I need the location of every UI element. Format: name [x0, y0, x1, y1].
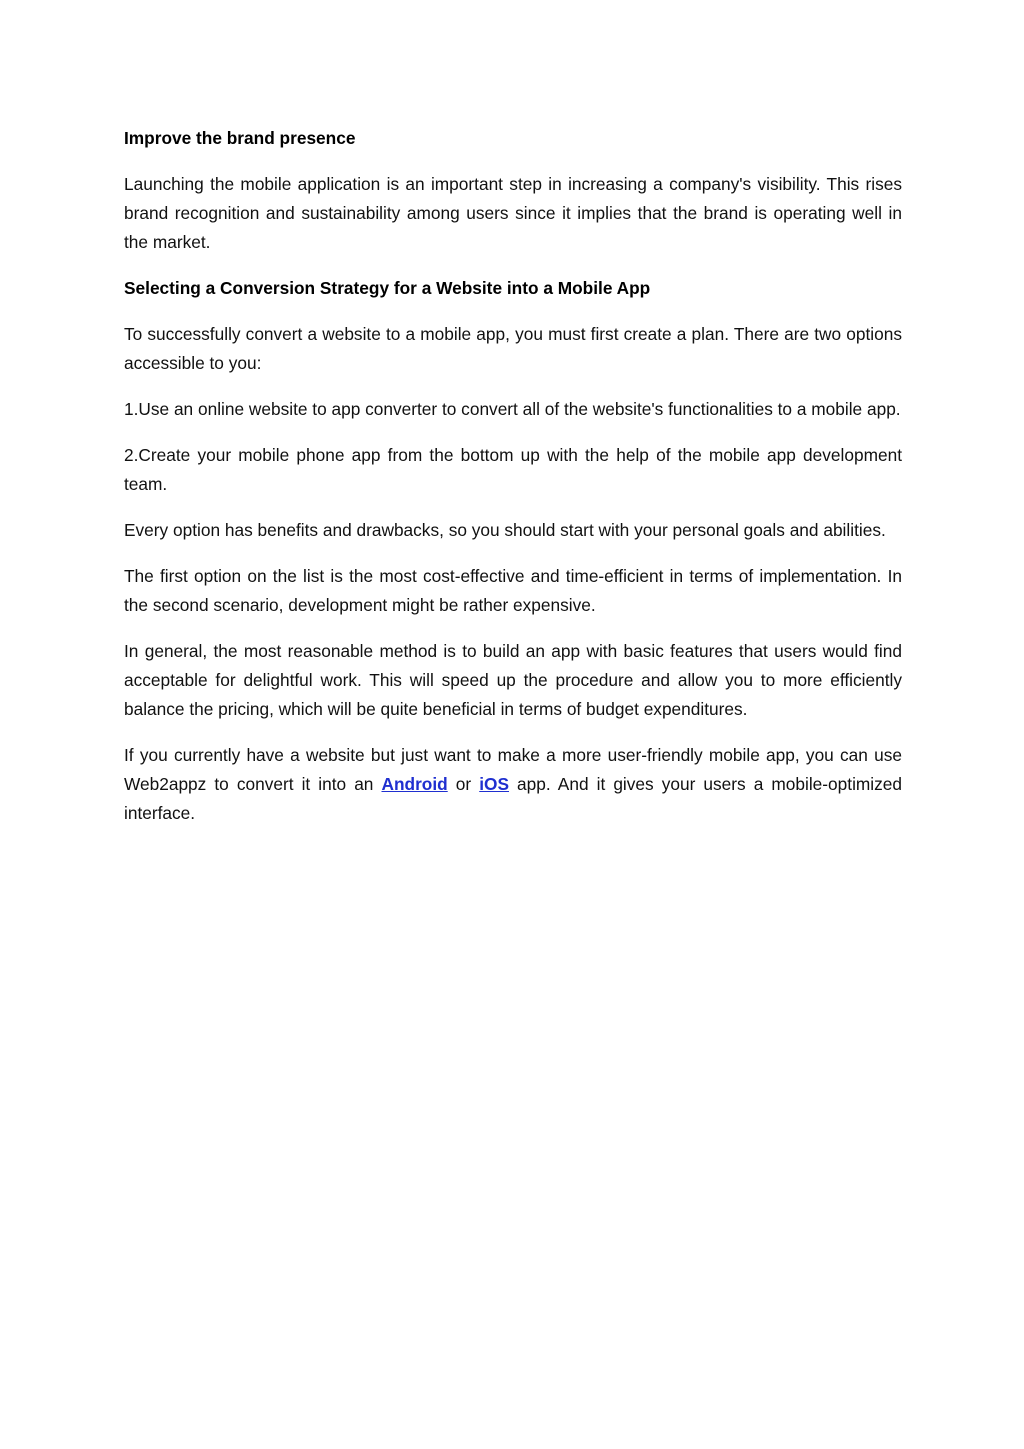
document-body — [124, 124, 902, 845]
heading-brand-presence: Improve the brand presence — [124, 128, 356, 148]
heading-conversion-strategy: Selecting a Conversion Strategy for a Website into a Mobile App — [124, 278, 651, 298]
paragraph-final — [124, 741, 902, 828]
paragraph-intro: To successfully convert a website to a mobile app, you must first create a plan. There are two options accessible to you: — [124, 324, 902, 373]
final-text-before: If you currently have a website but just want to make a more user-friendly mobile app, you can use Web2appz to convert it into an — [124, 745, 902, 794]
paragraph-benefits: Every option has benefits and drawbacks, so you should start with your personal goals and abilities. — [124, 520, 886, 540]
ios-link[interactable]: iOS — [479, 774, 509, 794]
final-text-after: app. And it gives your users a mobile-optimized interface. — [124, 774, 903, 823]
paragraph-option-1: 1.Use an online website to app converter to convert all of the website's functionalities to a mobile app. — [124, 399, 901, 419]
paragraph-general: In general, the most reasonable method is to build an app with basic features that users would find acceptable for delightful work. This will speed up the procedure and allow you to more efficiently balance the pricing, which will be quite beneficial in terms of budget expenditures. — [124, 641, 902, 719]
final-text-middle: or — [447, 774, 480, 794]
paragraph-first-option: The first option on the list is the most cost-effective and time-efficient in terms of implementation. In the second scenario, development might be rather expensive. — [124, 566, 902, 615]
paragraph-option-2: 2.Create your mobile phone app from the bottom up with the help of the mobile app development team. — [124, 445, 902, 494]
android-link[interactable]: Android — [381, 774, 448, 794]
paragraph-brand-presence: Launching the mobile application is an important step in increasing a company's visibility. This rises brand recognition and sustainability among users since it implies that the brand is operating well in the market. — [124, 174, 902, 252]
